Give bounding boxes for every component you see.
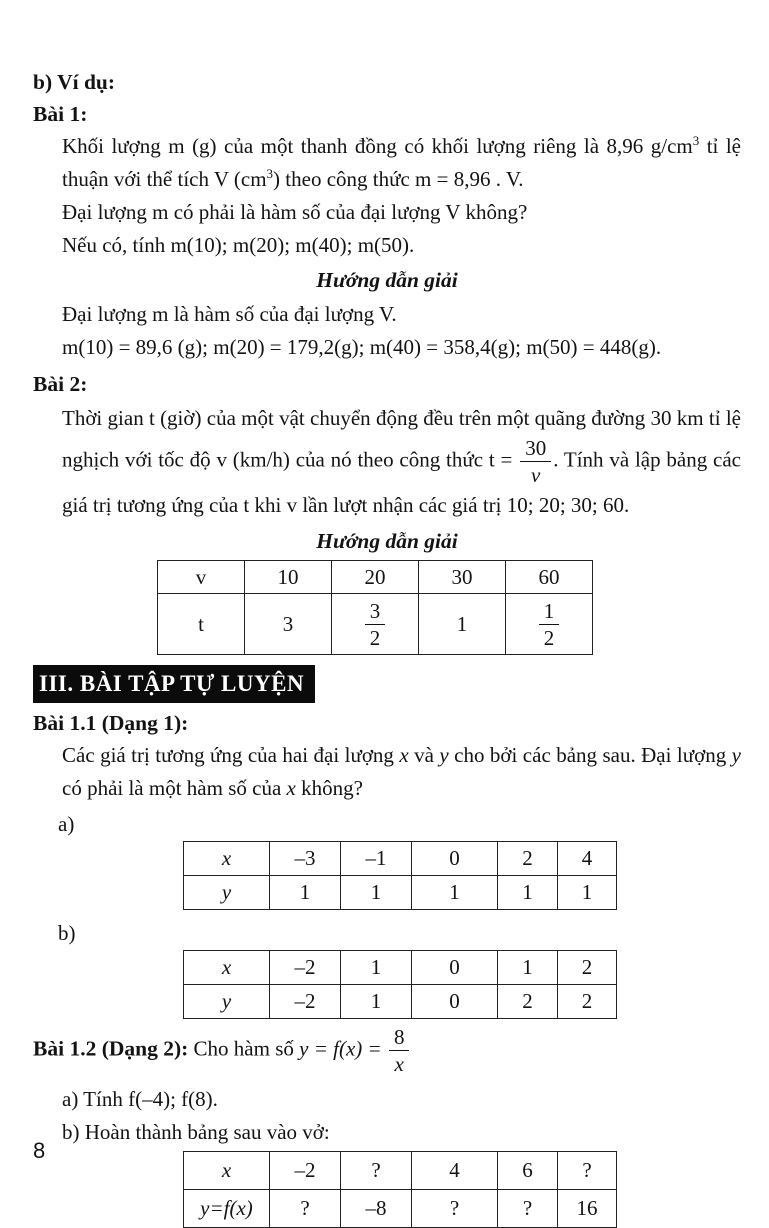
- fraction-numerator: 30: [520, 436, 551, 462]
- bai2-text1: Thời gian t (giờ) của một vật chuyển động đều trên một quãng đường 30 km tỉ lệ nghịch với tốc độ v (km/h) của nó theo công thức t =: [62, 406, 741, 472]
- bai1-solution-title: Hướng dẫn giải: [316, 268, 458, 292]
- table-cell: 1: [498, 951, 558, 985]
- table-cell: ?: [341, 1151, 412, 1189]
- table-cell: 60: [506, 561, 593, 594]
- bai11-text5: không?: [295, 776, 363, 801]
- table-cell: 30: [419, 561, 506, 594]
- table-cell: [506, 594, 593, 655]
- bai11-text3: cho bởi các bảng sau. Đại lượng: [448, 743, 732, 768]
- bai11-heading: Bài 1.1 (Dạng 1):: [33, 711, 189, 736]
- table-cell: –2: [270, 951, 341, 985]
- table-row: [184, 1151, 617, 1189]
- bai11-table-b: [183, 950, 617, 1019]
- table-cell: –2: [270, 985, 341, 1019]
- bai11-text2: và: [408, 743, 440, 768]
- table-cell: [332, 594, 419, 655]
- table-row: [158, 594, 593, 655]
- label-b: b): [58, 921, 76, 946]
- fraction-denominator: 2: [543, 625, 555, 650]
- table-cell: ?: [270, 1189, 341, 1227]
- table-cell: y: [184, 985, 270, 1019]
- var-x: x: [399, 743, 409, 768]
- table-cell: –2: [270, 1151, 341, 1189]
- bai11-text1: Các giá trị tương ứng của hai đại lượng: [62, 743, 400, 768]
- table-cell: 20: [332, 561, 419, 594]
- bai12-table: [183, 1151, 617, 1228]
- fraction: [363, 599, 388, 650]
- bai1-p1-text2: tỉ lệ thuận với thể tích V (cm: [62, 134, 741, 191]
- table-row: [184, 876, 617, 910]
- table-cell: 1: [270, 876, 341, 910]
- bai12-heading: Bài 1.2 (Dạng 2):: [33, 1036, 189, 1061]
- table-cell: 6: [498, 1151, 558, 1189]
- table-cell: 2: [558, 985, 617, 1019]
- bai12-item-a: a) Tính f(–4); f(8).: [62, 1086, 218, 1111]
- bai2-solution-title: Hướng dẫn giải: [316, 529, 458, 554]
- table-cell: 16: [558, 1189, 617, 1227]
- bai1-solution-line-1: Đại lượng m là hàm số của đại lượng V.: [62, 302, 397, 326]
- table-row: [184, 1189, 617, 1227]
- table-cell: 1: [558, 876, 617, 910]
- table-cell: v: [158, 561, 245, 594]
- table-cell: 0: [412, 951, 498, 985]
- table-cell: ?: [558, 1151, 617, 1189]
- table-cell: 2: [498, 842, 558, 876]
- table-row: [184, 985, 617, 1019]
- table-cell: t: [158, 594, 245, 655]
- bai1-p1-text1: Khối lượng m (g) của một thanh đồng có khối lượng riêng là 8,96 g/cm: [62, 134, 693, 158]
- bai1-paragraph-3: Nếu có, tính m(10); m(20); m(40); m(50).: [62, 233, 415, 257]
- fraction-denominator: 2: [369, 625, 381, 650]
- fraction-numerator: 8: [389, 1025, 410, 1051]
- fraction-8-over-x: [387, 1025, 412, 1076]
- table-row: [184, 951, 617, 985]
- table-cell: 1: [341, 985, 412, 1019]
- table-cell: 10: [245, 561, 332, 594]
- table-row: [184, 842, 617, 876]
- var-y: y: [731, 743, 741, 768]
- bai11-paragraph: [62, 739, 741, 805]
- superscript-3: 3: [692, 133, 700, 148]
- bai12-intro: Cho hàm số: [188, 1036, 300, 1061]
- fraction-numerator: 1: [539, 599, 560, 625]
- table-cell: 4: [412, 1151, 498, 1189]
- bai12-formula-lhs: y = f(x) =: [299, 1036, 387, 1061]
- table-cell: 1: [341, 876, 412, 910]
- table-cell: x: [184, 1151, 270, 1189]
- var-y: y: [439, 743, 449, 768]
- table-cell: –1: [341, 842, 412, 876]
- table-cell: –8: [341, 1189, 412, 1227]
- bai2-solution-table: [157, 560, 593, 655]
- vidu-heading: b) Ví dụ:: [33, 70, 116, 94]
- var-x: x: [286, 776, 296, 801]
- bai11-table-a: [183, 841, 617, 910]
- table-cell: y=f(x): [184, 1189, 270, 1227]
- fraction-denominator: v: [531, 463, 541, 488]
- bai1-heading: Bài 1:: [33, 102, 88, 126]
- table-cell: 1: [341, 951, 412, 985]
- page-number: 8: [33, 1138, 46, 1163]
- bai2-paragraph: [62, 400, 741, 523]
- fraction-30-over-v: [518, 436, 553, 487]
- table-cell: 1: [412, 876, 498, 910]
- section3-heading: III. BÀI TẬP TỰ LUYỆN: [33, 665, 315, 703]
- bai12-item-b: b) Hoàn thành bảng sau vào vở:: [62, 1119, 330, 1144]
- table-row: [158, 561, 593, 594]
- bai1-paragraph-2: Đại lượng m có phải là hàm số của đại lượng V không?: [62, 200, 528, 224]
- table-cell: x: [184, 842, 270, 876]
- table-cell: 0: [412, 842, 498, 876]
- fraction-denominator: x: [394, 1052, 404, 1077]
- bai2-heading: Bài 2:: [33, 372, 88, 396]
- fraction-numerator: 3: [365, 599, 386, 625]
- table-cell: x: [184, 951, 270, 985]
- table-cell: 0: [412, 985, 498, 1019]
- table-cell: –3: [270, 842, 341, 876]
- bai11-text4: có phải là một hàm số của: [62, 776, 287, 801]
- table-cell: 2: [558, 951, 617, 985]
- bai12-heading-line: [33, 1025, 741, 1076]
- table-cell: ?: [412, 1189, 498, 1227]
- fraction: [537, 599, 562, 650]
- table-cell: 4: [558, 842, 617, 876]
- table-cell: y: [184, 876, 270, 910]
- table-cell: 2: [498, 985, 558, 1019]
- table-cell: ?: [498, 1189, 558, 1227]
- table-cell: 1: [419, 594, 506, 655]
- superscript-3: 3: [266, 166, 274, 181]
- table-cell: 3: [245, 594, 332, 655]
- bai1-p1-text3: ) theo công thức m = 8,96 . V.: [273, 167, 524, 191]
- bai2-text2: . Tính và lập bảng các giá trị tương ứng của t khi v lần lượt nhận các giá trị 10; 20; 30; 60.: [62, 447, 741, 518]
- section3-bar-wrap: [33, 655, 741, 707]
- table-cell: 1: [498, 876, 558, 910]
- bai1-solution-line-2: m(10) = 89,6 (g); m(20) = 179,2(g); m(40) = 358,4(g); m(50) = 448(g).: [62, 335, 662, 359]
- bai1-paragraph-1: [62, 130, 741, 196]
- label-a: a): [58, 812, 75, 837]
